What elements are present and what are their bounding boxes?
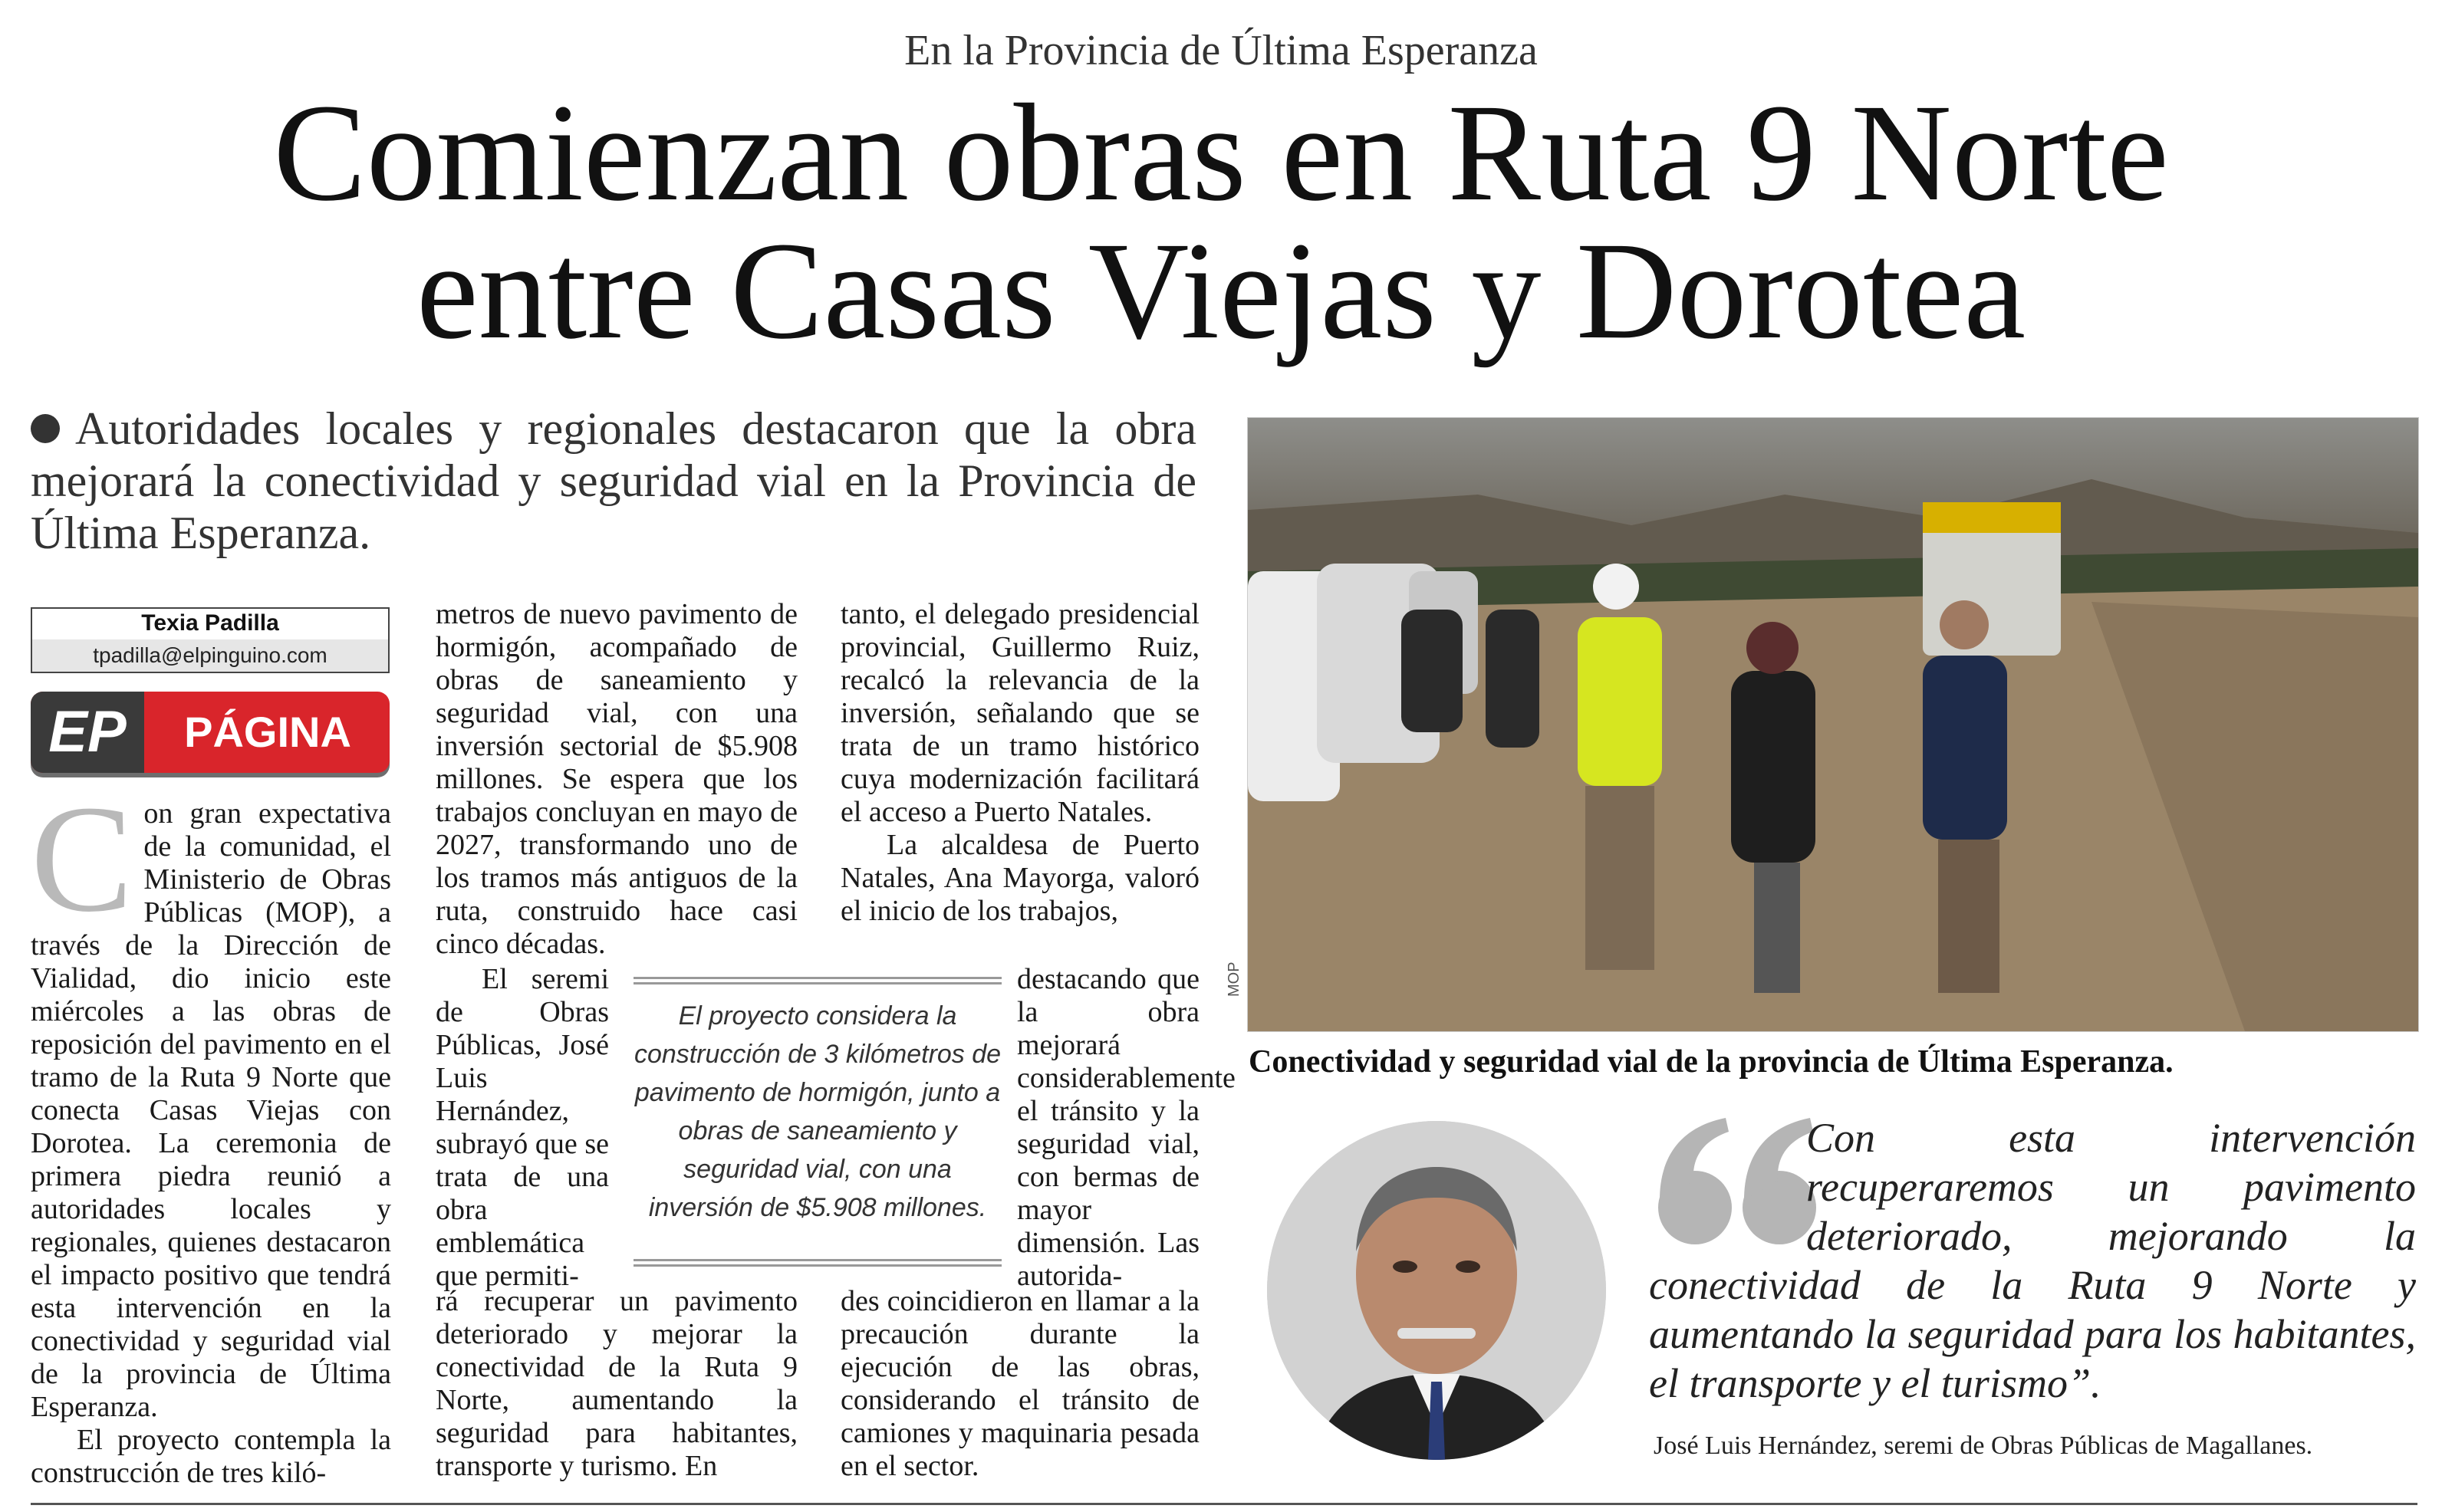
road-work-scene-image [1248, 418, 2418, 1031]
quote-mark-space [1649, 1113, 1806, 1255]
bullet-icon [31, 414, 60, 443]
bottom-divider [31, 1503, 2417, 1505]
article-photo [1247, 417, 2419, 1032]
body-paragraph: tanto, el delegado presidencial provincial, Guillermo Ruiz, recalcó la relevancia de la inversión, señalando que se trata de un tramo histórico cuya modernización facilitará el acceso a Puerto Natales. [841, 598, 1200, 828]
body-column-2-top [436, 598, 798, 961]
byline-box [31, 607, 390, 673]
body-column-2-middle [436, 963, 609, 1293]
deck [31, 403, 1196, 559]
body-paragraph: destacando que la obra mejorará considerablemente el tránsito y la seguridad vial, con bermas de mayor dimensión. Las autorida- [1017, 963, 1236, 1292]
pullquote-rule-bottom [634, 1259, 1002, 1267]
headline-line-1: Comienzan obras en Ruta 9 Norte [273, 76, 2169, 230]
body-paragraph: des coincidieron en llamar a la precaución durante la ejecución de las obras, considerando el tránsito de camiones y maquinaria pesada en el sector. [841, 1285, 1200, 1482]
body-column-3-bottom [841, 1285, 1200, 1483]
quote-attribution: José Luis Hernández, seremi de Obras Públicas de Magallanes. [1654, 1431, 2313, 1460]
body-paragraph: metros de nuevo pavimento de hormigón, acompañado de obras de saneamiento y seguridad vial, con una inversión sectorial de $5.908 millones. Se espera que los trabajos concluyan en mayo de 2027, transformando uno de los tramos más antiguos de la ruta, construido hace casi cinco décadas. [436, 598, 798, 960]
ep-logo-text: EP [48, 699, 127, 764]
body-column-3-top [841, 598, 1200, 928]
body-column-2-bottom [436, 1285, 798, 1483]
web-page-label: PÁGINA [184, 708, 351, 756]
web-page-badge[interactable] [31, 692, 390, 773]
featured-quote [1649, 1113, 2416, 1408]
photo-caption: Conectividad y seguridad vial de la provincia de Última Esperanza. [1249, 1044, 2174, 1080]
person-portrait-image [1267, 1121, 1606, 1460]
byline-email[interactable]: tpadilla@elpinguino.com [32, 639, 388, 672]
body-paragraph: El proyecto contempla la construcción de tres kiló- [31, 1424, 391, 1489]
pullquote: El proyecto considera la construcción de 3 kilómetros de pavimento de hormigón, junto a obras de saneamiento y seguridad vial, con una inversión de $5.908 millones. [634, 1001, 1002, 1222]
deck-text: Autoridades locales y regionales destacaron que la obra mejorará la conectividad y seguridad vial en la Provincia de Última Esperanza. [31, 403, 1196, 558]
headline-line-2: entre Casas Viejas y Dorotea [416, 214, 2026, 368]
quote-text: Con esta intervención recuperaremos un pavimento deteriorado, mejorando la conectividad de la Ruta 9 Norte y aumentando la seguridad para los habitantes, el transporte y el turismo”. [1649, 1115, 2416, 1406]
body-paragraph [31, 774, 391, 1424]
headline [77, 76, 2365, 368]
body-paragraph: El seremi de Obras Públicas, José Luis Hernández, subrayó que se trata de una obra emblemática que permiti- [436, 963, 609, 1292]
photo-credit: MOP [1226, 961, 1242, 997]
body-text: on gran expectativa de la comunidad, el Ministerio de Obras Públicas (MOP), a través de la Dirección de Vialidad, dio inicio este miércoles a las obras de reposición del pavimento en el tramo de la Ruta 9 Norte que conecta Casas Viejas con Dorotea. La ceremonia de primera piedra reunió a autoridades locales y regionales, quienes destacaron el impacto positivo que tendrá esta intervención en la conectividad y seguridad vial de la provincia de Última Esperanza. [31, 797, 391, 1423]
pullquote-rule-top [634, 977, 1002, 984]
kicker: En la Provincia de Última Esperanza [904, 27, 1538, 74]
body-column-1 [31, 774, 391, 1490]
body-paragraph: La alcaldesa de Puerto Natales, Ana Mayorga, valoró el inicio de los trabajos, [841, 829, 1200, 927]
drop-cap: C [31, 774, 133, 944]
portrait-photo [1267, 1121, 1606, 1460]
byline-name: Texia Padilla [141, 610, 279, 636]
body-paragraph: rá recuperar un pavimento deteriorado y mejorar la conectividad de la Ruta 9 Norte, aumentando la seguridad para habitantes, transporte y turismo. En [436, 1285, 798, 1482]
